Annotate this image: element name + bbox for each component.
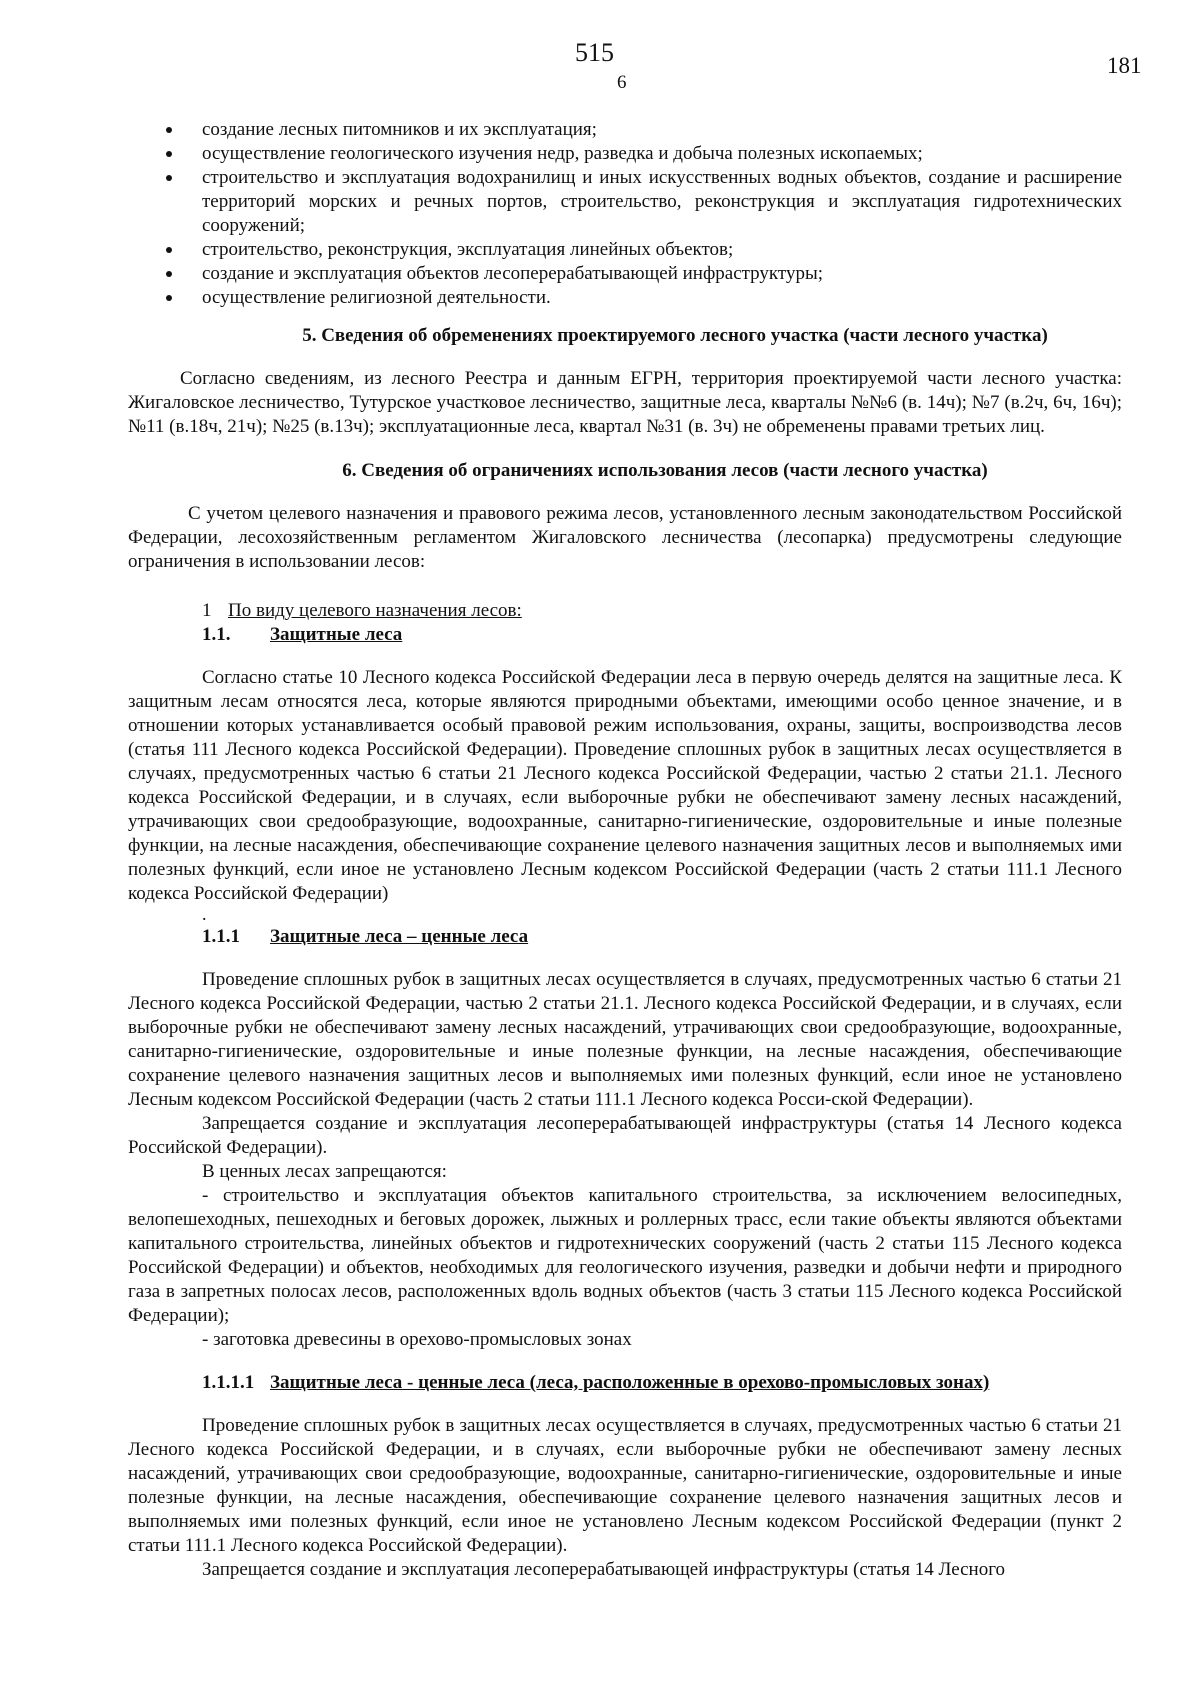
- section-5-paragraph: Согласно сведениям, из лесного Реестра и данным ЕГРН, территория проектируемой части лесного участка: Жигаловское лесничество, Тутурское участковое лесничество, защитные леса, кварталы №№6 (в. 14ч); №7 (в.2ч, 6ч, 16ч); №11 (в.18ч, 21ч); №25 (в.13ч); эксплуатационные леса, квартал №31 (в. 3ч) не обременены правами третьих лиц.: [128, 368, 1122, 437]
- bullet-icon: [166, 175, 172, 181]
- list-item: осуществление геологического изучения недр, разведка и добыча полезных ископаемых;: [128, 142, 1122, 166]
- list-item: создание и эксплуатация объектов лесоперерабатывающей инфраструктуры;: [128, 262, 1122, 286]
- subsection-1-1-paragraph: Согласно статье 10 Лесного кодекса Российской Федерации леса в первую очередь делятся на защитные леса. К защитным лесам относятся леса, которые являются природными объектами, имеющими особо ценное значение, и в отношении которых устанавливается особый правовой режим использования, охраны, защиты, воспроизводства лесов (статья 111 Лесного кодекса Российской Федерации). Проведение сплошных рубок в защитных лесах осуществляется в случаях, предусмотренных частью 6 статьи 21 Лесного кодекса Российской Федерации, частью 2 статьи 21.1. Лесного кодекса Российской Федерации, и в случаях, если выборочные рубки не обеспечивают замену лесных насаждений, утрачивающих свои средообразующие, водоохранные, санитарно-гигиенические, оздоровительные и иные полезные функции, на лесные насаждения, обеспечивающие сохранение целевого назначения защитных лесов и выполняемых ими полезных функций, если иное не установлено Лесным кодексом Российской Федерации (часть 2 статьи 111.1 Лесного кодекса Российской Федерации): [128, 667, 1122, 904]
- numbered-list-item: [128, 599, 1122, 623]
- list-item: строительство и эксплуатация водохранилищ и иных искусственных водных объектов, создание и расширение территорий морских и речных портов, строительство, реконструкция и эксплуатация гидротехнических сооружений;: [128, 166, 1122, 238]
- bullet-icon: [166, 151, 172, 157]
- stray-mark: .: [202, 904, 207, 924]
- document-body: [128, 118, 1122, 1582]
- subsection-1-1-1-paragraph-3: В ценных лесах запрещаются:: [202, 1161, 447, 1182]
- subsection-title: Защитные леса – ценные леса: [270, 926, 529, 947]
- list-item: создание лесных питомников и их эксплуатация;: [128, 118, 1122, 142]
- bullet-icon: [166, 127, 172, 133]
- subsection-1-1-heading: [128, 623, 1122, 647]
- subsection-1-1-1-heading: [128, 925, 1122, 949]
- subsection-title: Защитные леса - ценные леса (леса, расположенные в орехово-промысловых зонах): [270, 1372, 990, 1393]
- subsection-1-1-1-paragraph-2: Запрещается создание и эксплуатация лесоперерабатывающей инфраструктуры (статья 14 Лесного кодекса Российской Федерации).: [128, 1113, 1122, 1158]
- subsection-number: 1.1.1.1: [202, 1372, 255, 1393]
- bullet-icon: [166, 247, 172, 253]
- list-item: осуществление религиозной деятельности.: [128, 286, 1122, 310]
- subsection-1-1-1-1-paragraph-2: Запрещается создание и эксплуатация лесоперерабатывающей инфраструктуры (статья 14 Лесного: [202, 1559, 1006, 1580]
- list-item-text: По виду целевого назначения лесов:: [228, 600, 522, 621]
- subsection-number: 1.1.1: [202, 926, 240, 947]
- section-6-paragraph: С учетом целевого назначения и правового режима лесов, установленного лесным законодательством Российской Федерации, лесохозяйственным регламентом Жигаловского лесничества (лесопарка) предусмотрены следующие ограничения в использовании лесов:: [128, 503, 1122, 572]
- subsection-1-1-1-1-heading: [128, 1371, 1122, 1395]
- subsection-1-1-1-paragraph-1: Проведение сплошных рубок в защитных лесах осуществляется в случаях, предусмотренных частью 6 статьи 21 Лесного кодекса Российской Федерации, частью 2 статьи 21.1. Лесного кодекса Российской Федерации, и в случаях, если выборочные рубки не обеспечивают замену лесных насаждений, утрачивающих свои средообразующие, водоохранные, санитарно-гигиенические, оздоровительные и иные полезные функции, на лесные насаждения, обеспечивающие сохранение целевого назначения защитных лесов и выполняемых ими полезных функций, если иное не установлено Лесным кодексом Российской Федерации (часть 2 статьи 111.1 Лесного кодекса Росси-ской Федерации).: [128, 969, 1122, 1110]
- page-number: 515: [575, 38, 614, 67]
- page-sub-number: 6: [617, 72, 627, 93]
- section-5-title: 5. Сведения об обременениях проектируемого лесного участка (части лесного участка): [302, 325, 1048, 346]
- bullet-list: [128, 118, 1122, 310]
- list-item-number: 1: [202, 600, 212, 621]
- subsection-number: 1.1.: [202, 624, 231, 645]
- subsection-1-1-1-paragraph-5: - заготовка древесины в орехово-промысловых зонах: [202, 1329, 632, 1350]
- subsection-1-1-1-paragraph-4: - строительство и эксплуатация объектов капитального строительства, за исключением велосипедных, велопешеходных, пешеходных и беговых дорожек, лыжных и роллерных трасс, если такие объекты являются объектами капитального строительства, линейных объектов и гидротехнических сооружений (часть 2 статьи 115 Лесного кодекса Российской Федерации) и объектов, необходимых для геологического изучения, разведки и добычи нефти и природного газа в запретных полосах лесов, расположенных вдоль водных объектов (часть 3 статьи 115 Лесного кодекса Российской Федерации);: [128, 1185, 1122, 1326]
- subsection-title: Защитные леса: [270, 624, 403, 645]
- page-number-right: 181: [1107, 53, 1142, 78]
- list-item: строительство, реконструкция, эксплуатация линейных объектов;: [128, 238, 1122, 262]
- bullet-icon: [166, 295, 172, 301]
- subsection-1-1-1-1-paragraph-1: Проведение сплошных рубок в защитных лесах осуществляется в случаях, предусмотренных частью 6 статьи 21 Лесного кодекса Российской Федерации, и в случаях, если выборочные рубки не обеспечивают замену лесных насаждений, утрачивающих свои средообразующие, водоохранные, санитарно-гигиенические, оздоровительные и иные полезные функции, на лесные насаждения, обеспечивающие сохранение целевого назначения защитных лесов и выполняемых ими полезных функций, если иное не установлено Лесным кодексом Российской Федерации (пункт 2 статьи 111.1 Лесного кодекса Российской Федерации).: [128, 1415, 1122, 1556]
- bullet-icon: [166, 271, 172, 277]
- section-6-title: 6. Сведения об ограничениях использования лесов (части лесного участка): [342, 460, 988, 481]
